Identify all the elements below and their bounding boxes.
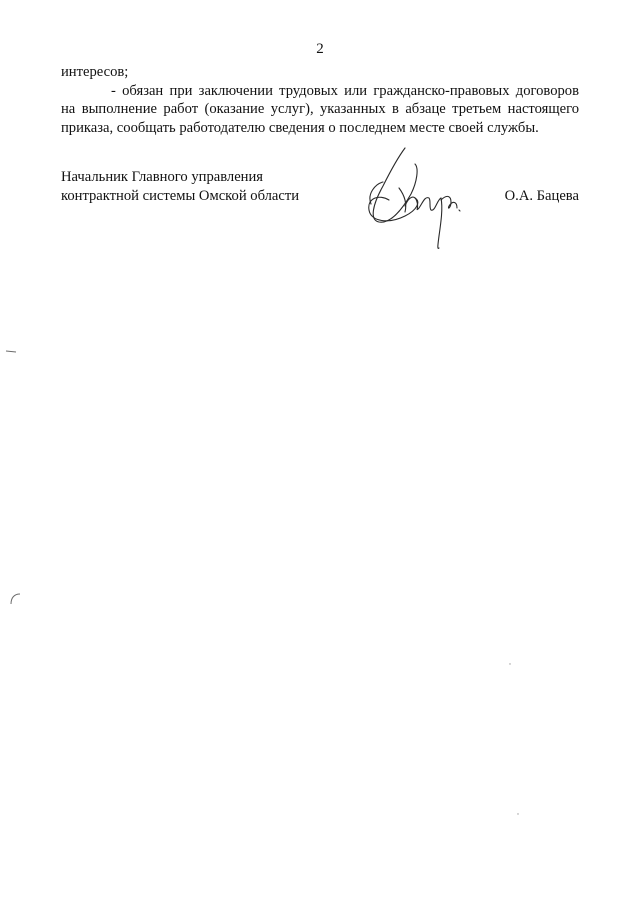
- signature-stroke: [373, 148, 417, 222]
- signature-stroke: [438, 198, 442, 248]
- scan-artifact-hook: [8, 592, 22, 606]
- signer-name: О.А. Бацева: [504, 187, 579, 204]
- signature-stroke: [459, 210, 460, 211]
- signer-position: [61, 168, 299, 205]
- signature-stroke: [441, 196, 457, 208]
- handwritten-signature: [359, 138, 479, 253]
- signature-block: [61, 168, 579, 258]
- signature-stroke: [399, 188, 406, 212]
- paragraph-line-4: приказа, сообщать работодателю сведения о последнем месте своей службы.: [61, 119, 539, 136]
- scan-artifact-dot: [508, 662, 512, 666]
- paragraph-line-2: - обязан при заключении трудовых или гражданско-правовых договоров: [111, 82, 579, 99]
- paragraph-line-1: интересов;: [61, 64, 129, 80]
- body-text: [61, 63, 579, 137]
- page-number: 2: [316, 41, 324, 57]
- signer-position-line-1: Начальник Главного управления: [61, 169, 264, 185]
- scan-artifact-dot: [516, 812, 520, 816]
- paragraph-line-3: на выполнение работ (оказание услуг), указанных в абзаце третьем настоящего: [61, 101, 579, 117]
- signer-position-line-2: контрактной системы Омской области: [61, 187, 300, 204]
- signature-stroke: [405, 197, 441, 210]
- scan-artifact-dash: [5, 348, 17, 354]
